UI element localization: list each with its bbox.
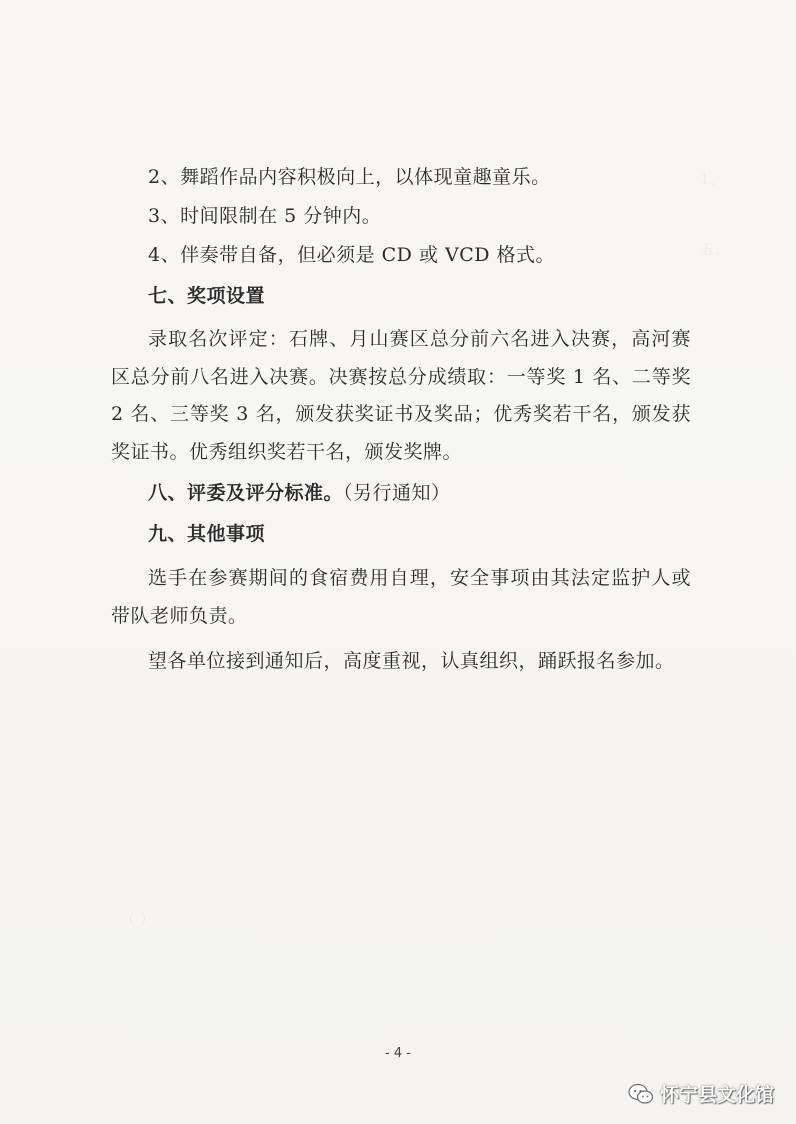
- show-through-text: 1、: [700, 170, 725, 188]
- other-matters-paragraph: 选手在参赛期间的食宿费用自理，安全事项由其法定监护人或带队老师负责。: [111, 567, 691, 627]
- awards-paragraph: 录取名次评定：石牌、月山赛区总分前六名进入决赛，高河赛区总分前八名进入决赛。决赛按总分成绩取：一等奖 1 名、二等奖 2 名、三等奖 3 名，颁发获奖证书及奖品；优秀奖若干名，颁发获奖证书。优秀组织奖若干名，颁发奖牌。: [111, 328, 691, 464]
- judges-heading-text: 八、评委及评分标准。: [148, 482, 344, 504]
- rule-line-2: 2、舞蹈作品内容积极向上，以体现童趣童乐。: [148, 166, 551, 188]
- wechat-icon: [628, 1083, 654, 1105]
- page-number: - 4 -: [385, 1046, 411, 1061]
- rule-line-3: 3、时间限制在 5 分钟内。: [148, 205, 382, 227]
- section-heading-judges: [148, 480, 451, 506]
- section-heading-awards: 七、奖项设置: [148, 285, 266, 307]
- section-heading-other: 九、其他事项: [148, 523, 266, 545]
- rule-line-4: 4、伴奏带自备，但必须是 CD 或 VCD 格式。: [148, 244, 556, 266]
- judges-note: （另行通知）: [343, 482, 451, 504]
- watermark-text: 怀宁县文化馆: [659, 1084, 774, 1106]
- watermark: [628, 1080, 774, 1107]
- show-through-text: （ ）: [120, 910, 155, 928]
- show-through-text: 五、: [700, 240, 731, 258]
- closing-paragraph: 望各单位接到通知后，高度重视，认真组织，踊跃报名参加。: [148, 650, 675, 672]
